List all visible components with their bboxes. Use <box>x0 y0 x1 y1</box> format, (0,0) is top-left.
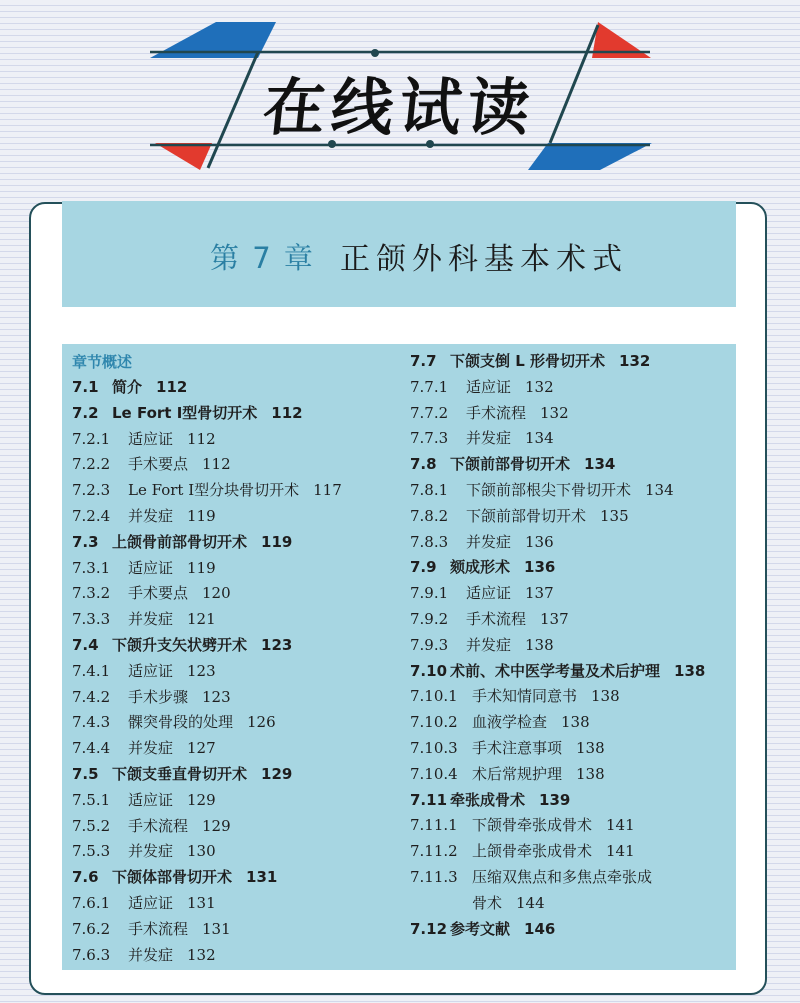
toc-entry <box>72 865 402 891</box>
toc-entry-number: 7.9 <box>410 558 437 577</box>
toc-entry-number: 7.8.2 <box>410 506 449 525</box>
toc-entry-page: 139 <box>539 790 571 809</box>
toc-entry <box>72 788 402 814</box>
toc-entry-number: 7.3 <box>72 532 99 551</box>
toc-entry <box>72 943 402 969</box>
toc-entry-number: 7.11.1 <box>410 816 458 835</box>
toc-entry <box>410 478 730 504</box>
toc-entry <box>72 685 402 711</box>
toc-entry-page: 120 <box>202 584 231 603</box>
toc-entry-number: 7.11.2 <box>410 842 458 861</box>
toc-entry-title: 下颌前部根尖下骨切开术 <box>466 480 632 499</box>
toc-entry-number: 7.4.2 <box>72 687 111 706</box>
toc-entry-number: 7.1 <box>72 378 99 396</box>
toc-entry-number: 7.10 <box>410 661 448 680</box>
toc-entry <box>410 633 730 659</box>
toc-entry <box>72 891 402 917</box>
toc-entry-page: 136 <box>525 532 554 551</box>
toc-entry-title: 髁突骨段的处理 <box>128 713 234 732</box>
toc-entry-number: 7.3.2 <box>72 584 111 603</box>
toc-entry-page: 112 <box>187 429 216 448</box>
toc-entry-page: 129 <box>202 816 231 835</box>
toc-entry-number: 7.4.1 <box>72 661 111 680</box>
toc-entry-title: 术后常规护理 <box>472 764 563 783</box>
toc-entry-title: 颏成形术 <box>450 558 511 577</box>
toc-entry <box>410 581 730 607</box>
toc-entry-title: 适应证 <box>128 558 174 577</box>
toc-entry <box>410 555 730 581</box>
toc-entry <box>410 891 730 917</box>
toc-entry <box>72 839 402 865</box>
toc-entry-title: 适应证 <box>466 584 512 603</box>
toc-entry-title: 下颌支倒 L 形骨切开术 <box>450 352 606 370</box>
toc-entry-title: 手术步骤 <box>128 687 189 706</box>
toc-entry <box>72 710 402 736</box>
toc-entry-page: 129 <box>261 764 293 783</box>
toc-entry-number: 7.2.4 <box>72 506 111 525</box>
toc-entry-number: 7.6.2 <box>72 919 111 938</box>
toc-entry-page: 137 <box>525 584 554 603</box>
toc-entry-title: 下颌升支矢状劈开术 <box>112 635 248 654</box>
toc-entry <box>410 736 730 762</box>
toc-entry-title: 并发症 <box>128 610 174 629</box>
toc-entry-page: 131 <box>202 919 231 938</box>
toc-entry-title: 手术注意事项 <box>472 738 563 757</box>
toc-entry-title: 手术流程 <box>128 816 189 835</box>
toc-entry-page: 134 <box>584 455 616 474</box>
toc-entry-title: 骨术 <box>472 893 503 912</box>
toc-entry <box>72 452 402 478</box>
toc-entry <box>410 607 730 633</box>
toc-entry <box>72 401 402 427</box>
toc-entry-number: 7.3.1 <box>72 558 111 577</box>
toc-entry-title: 牵张成骨术 <box>450 790 526 809</box>
toc-entry-number: 7.8 <box>410 455 437 474</box>
toc-entry-title: 适应证 <box>128 661 174 680</box>
toc-entry-page: 131 <box>246 868 278 887</box>
toc-entry <box>72 814 402 840</box>
toc-entry <box>410 762 730 788</box>
toc-entry-page: 131 <box>187 893 216 912</box>
toc-entry-number: 7.9.3 <box>410 635 449 654</box>
toc-entry <box>410 659 730 685</box>
toc-entry-title: 下颌前部骨切开术 <box>466 506 587 525</box>
banner <box>0 0 800 200</box>
toc-entry-number: 7.2 <box>72 403 99 422</box>
toc-entry-title: 血液学检查 <box>472 713 548 732</box>
toc-entry-title: 下颌前部骨切开术 <box>450 455 571 474</box>
toc-entry <box>410 865 730 891</box>
toc-entry-number: 7.2.3 <box>72 481 111 500</box>
toc-entry <box>72 427 402 453</box>
toc-entry-title: 手术知情同意书 <box>472 687 578 706</box>
toc-entry-title: 适应证 <box>466 377 512 396</box>
toc-entry-number: 7.7.3 <box>410 429 449 448</box>
toc-entry <box>72 736 402 762</box>
toc-entry <box>410 530 730 556</box>
toc-entry-number: 7.10.1 <box>410 687 458 706</box>
toc-entry-page: 123 <box>261 635 293 654</box>
toc-entry-page: 134 <box>645 480 674 499</box>
toc-entry <box>72 478 402 504</box>
toc-entry-number: 7.8.3 <box>410 532 449 551</box>
toc-entry-title: 适应证 <box>128 429 174 448</box>
toc-entry-number: 7.7 <box>410 352 437 370</box>
toc-entry-page: 112 <box>271 403 303 422</box>
toc-entry-title: 压缩双焦点和多焦点牵张成 <box>472 867 653 886</box>
toc-entry-number: 7.10.3 <box>410 738 458 757</box>
toc-entry-page: 136 <box>524 558 556 577</box>
toc-entry <box>72 581 402 607</box>
toc-entry-number: 7.6.3 <box>72 945 111 964</box>
toc-entry-page: 141 <box>606 842 635 861</box>
toc-entry-page: 132 <box>540 403 569 422</box>
toc-entry <box>72 556 402 582</box>
toc-entry-page: 137 <box>540 609 569 628</box>
toc-entry <box>410 349 730 375</box>
toc-entry-number: 7.3.3 <box>72 610 111 629</box>
toc-entry <box>410 788 730 814</box>
toc-entry <box>72 762 402 788</box>
toc-entry-page: 112 <box>156 378 188 396</box>
toc-entry-page: 135 <box>600 506 629 525</box>
toc-entry <box>410 401 730 427</box>
banner-red-triangle-left <box>155 143 212 170</box>
toc-entry-title: 下颌体部骨切开术 <box>112 868 233 887</box>
toc-entry-title: Le Fort Ⅰ型分块骨切开术 <box>128 481 300 500</box>
toc-column-right <box>410 349 730 942</box>
toc-entry-title: 手术流程 <box>466 609 527 628</box>
toc-entry-number: 7.10.4 <box>410 764 458 783</box>
toc-entry <box>72 375 402 401</box>
toc-entry-number: 7.9.1 <box>410 584 449 603</box>
banner-title: 在线试读 <box>259 71 540 144</box>
toc-entry-title: 并发症 <box>128 945 174 964</box>
toc-entry-title: 并发症 <box>466 429 512 448</box>
chapter-title: 正颌外科基本术式 <box>340 242 628 277</box>
toc-entry-title: 下颌骨牵张成骨术 <box>472 816 593 835</box>
toc-entry <box>410 839 730 865</box>
toc-entry-title: 术前、术中医学考量及术后护理 <box>450 661 661 680</box>
toc-entry-page: 126 <box>247 713 276 732</box>
chapter-number: 第 7 章 <box>210 241 315 275</box>
toc-column-left <box>72 349 402 968</box>
toc-entry-number: 7.6 <box>72 868 99 887</box>
toc-entry-title: 手术流程 <box>466 403 527 422</box>
toc-entry <box>410 710 730 736</box>
toc-entry-number: 7.11.3 <box>410 867 458 886</box>
toc-entry <box>410 375 730 401</box>
banner-blue-shape-right <box>528 143 652 170</box>
toc-entry <box>72 659 402 685</box>
toc-entry-number: 7.10.2 <box>410 713 458 732</box>
toc-entry-page: 146 <box>524 919 556 938</box>
toc-entry <box>410 426 730 452</box>
toc-entry-page: 119 <box>261 532 293 551</box>
toc-entry <box>410 813 730 839</box>
toc-entry-page: 112 <box>202 455 231 474</box>
toc-entry <box>410 917 730 943</box>
toc-entry <box>410 452 730 478</box>
toc-entry-page: 134 <box>525 429 554 448</box>
toc-entry-title: 适应证 <box>128 893 174 912</box>
toc-entry <box>72 633 402 659</box>
toc-entry-number: 7.12 <box>410 919 448 938</box>
toc-entry-number: 7.6.1 <box>72 893 111 912</box>
chapter-header <box>62 201 736 307</box>
overview-label: 章节概述 <box>72 353 133 371</box>
toc-entry-number: 7.5 <box>72 764 99 783</box>
toc-entry-page: 138 <box>525 635 554 654</box>
toc-entry-page: 141 <box>606 816 635 835</box>
toc-entry-page: 123 <box>202 687 231 706</box>
table-of-contents <box>62 344 736 970</box>
toc-entry <box>410 504 730 530</box>
toc-entry-title: 并发症 <box>128 506 174 525</box>
toc-entry-page: 138 <box>591 687 620 706</box>
toc-entry-number: 7.5.3 <box>72 842 111 861</box>
toc-entry-title: 手术流程 <box>128 919 189 938</box>
toc-entry-page: 121 <box>187 610 216 629</box>
toc-entry-page: 144 <box>516 893 545 912</box>
toc-entry-page: 138 <box>674 661 706 680</box>
toc-entry-number: 7.4.3 <box>72 713 111 732</box>
toc-entry-number: 7.7.2 <box>410 403 449 422</box>
toc-entry-page: 138 <box>576 738 605 757</box>
toc-entry-number: 7.4.4 <box>72 739 111 758</box>
toc-entry-title: Le Fort Ⅰ型骨切开术 <box>112 403 258 422</box>
toc-entry <box>72 530 402 556</box>
toc-entry-page: 117 <box>313 481 342 500</box>
toc-entry-page: 127 <box>187 739 216 758</box>
toc-entry-title: 上颌骨前部骨切开术 <box>112 532 248 551</box>
toc-entry-number: 7.4 <box>72 635 99 654</box>
toc-entry-number: 7.8.1 <box>410 480 449 499</box>
toc-entry-number: 7.5.1 <box>72 790 111 809</box>
toc-entry <box>72 917 402 943</box>
toc-entry-page: 138 <box>561 713 590 732</box>
toc-entry <box>410 684 730 710</box>
toc-entry-title: 简介 <box>112 378 143 396</box>
toc-entry <box>72 504 402 530</box>
toc-entry-title: 下颌支垂直骨切开术 <box>112 764 248 783</box>
toc-entry-title: 适应证 <box>128 790 174 809</box>
banner-dot <box>371 49 379 57</box>
toc-entry-number: 7.5.2 <box>72 816 111 835</box>
toc-entry-title: 手术要点 <box>128 584 189 603</box>
toc-entry-page: 132 <box>619 352 651 370</box>
toc-entry-number: 7.11 <box>410 790 448 809</box>
toc-entry-page: 119 <box>187 506 216 525</box>
toc-entry <box>72 607 402 633</box>
toc-entry-number: 7.2.1 <box>72 429 111 448</box>
toc-entry-number: 7.2.2 <box>72 455 111 474</box>
toc-entry-page: 132 <box>187 945 216 964</box>
toc-entry-title: 并发症 <box>128 842 174 861</box>
toc-entry-page: 129 <box>187 790 216 809</box>
toc-entry-title: 并发症 <box>466 532 512 551</box>
toc-entry-page: 130 <box>187 842 216 861</box>
toc-entry-page: 119 <box>187 558 216 577</box>
toc-entry-title: 上颌骨牵张成骨术 <box>472 842 593 861</box>
toc-entry-title: 并发症 <box>466 635 512 654</box>
toc-entry-title: 并发症 <box>128 739 174 758</box>
toc-entry-title: 参考文献 <box>450 919 511 938</box>
toc-entry-page: 123 <box>187 661 216 680</box>
toc-entry-number: 7.9.2 <box>410 609 449 628</box>
toc-entry-page: 138 <box>576 764 605 783</box>
toc-entry-title: 手术要点 <box>128 455 189 474</box>
toc-entry-number: 7.7.1 <box>410 377 449 396</box>
toc-entry-page: 132 <box>525 377 554 396</box>
